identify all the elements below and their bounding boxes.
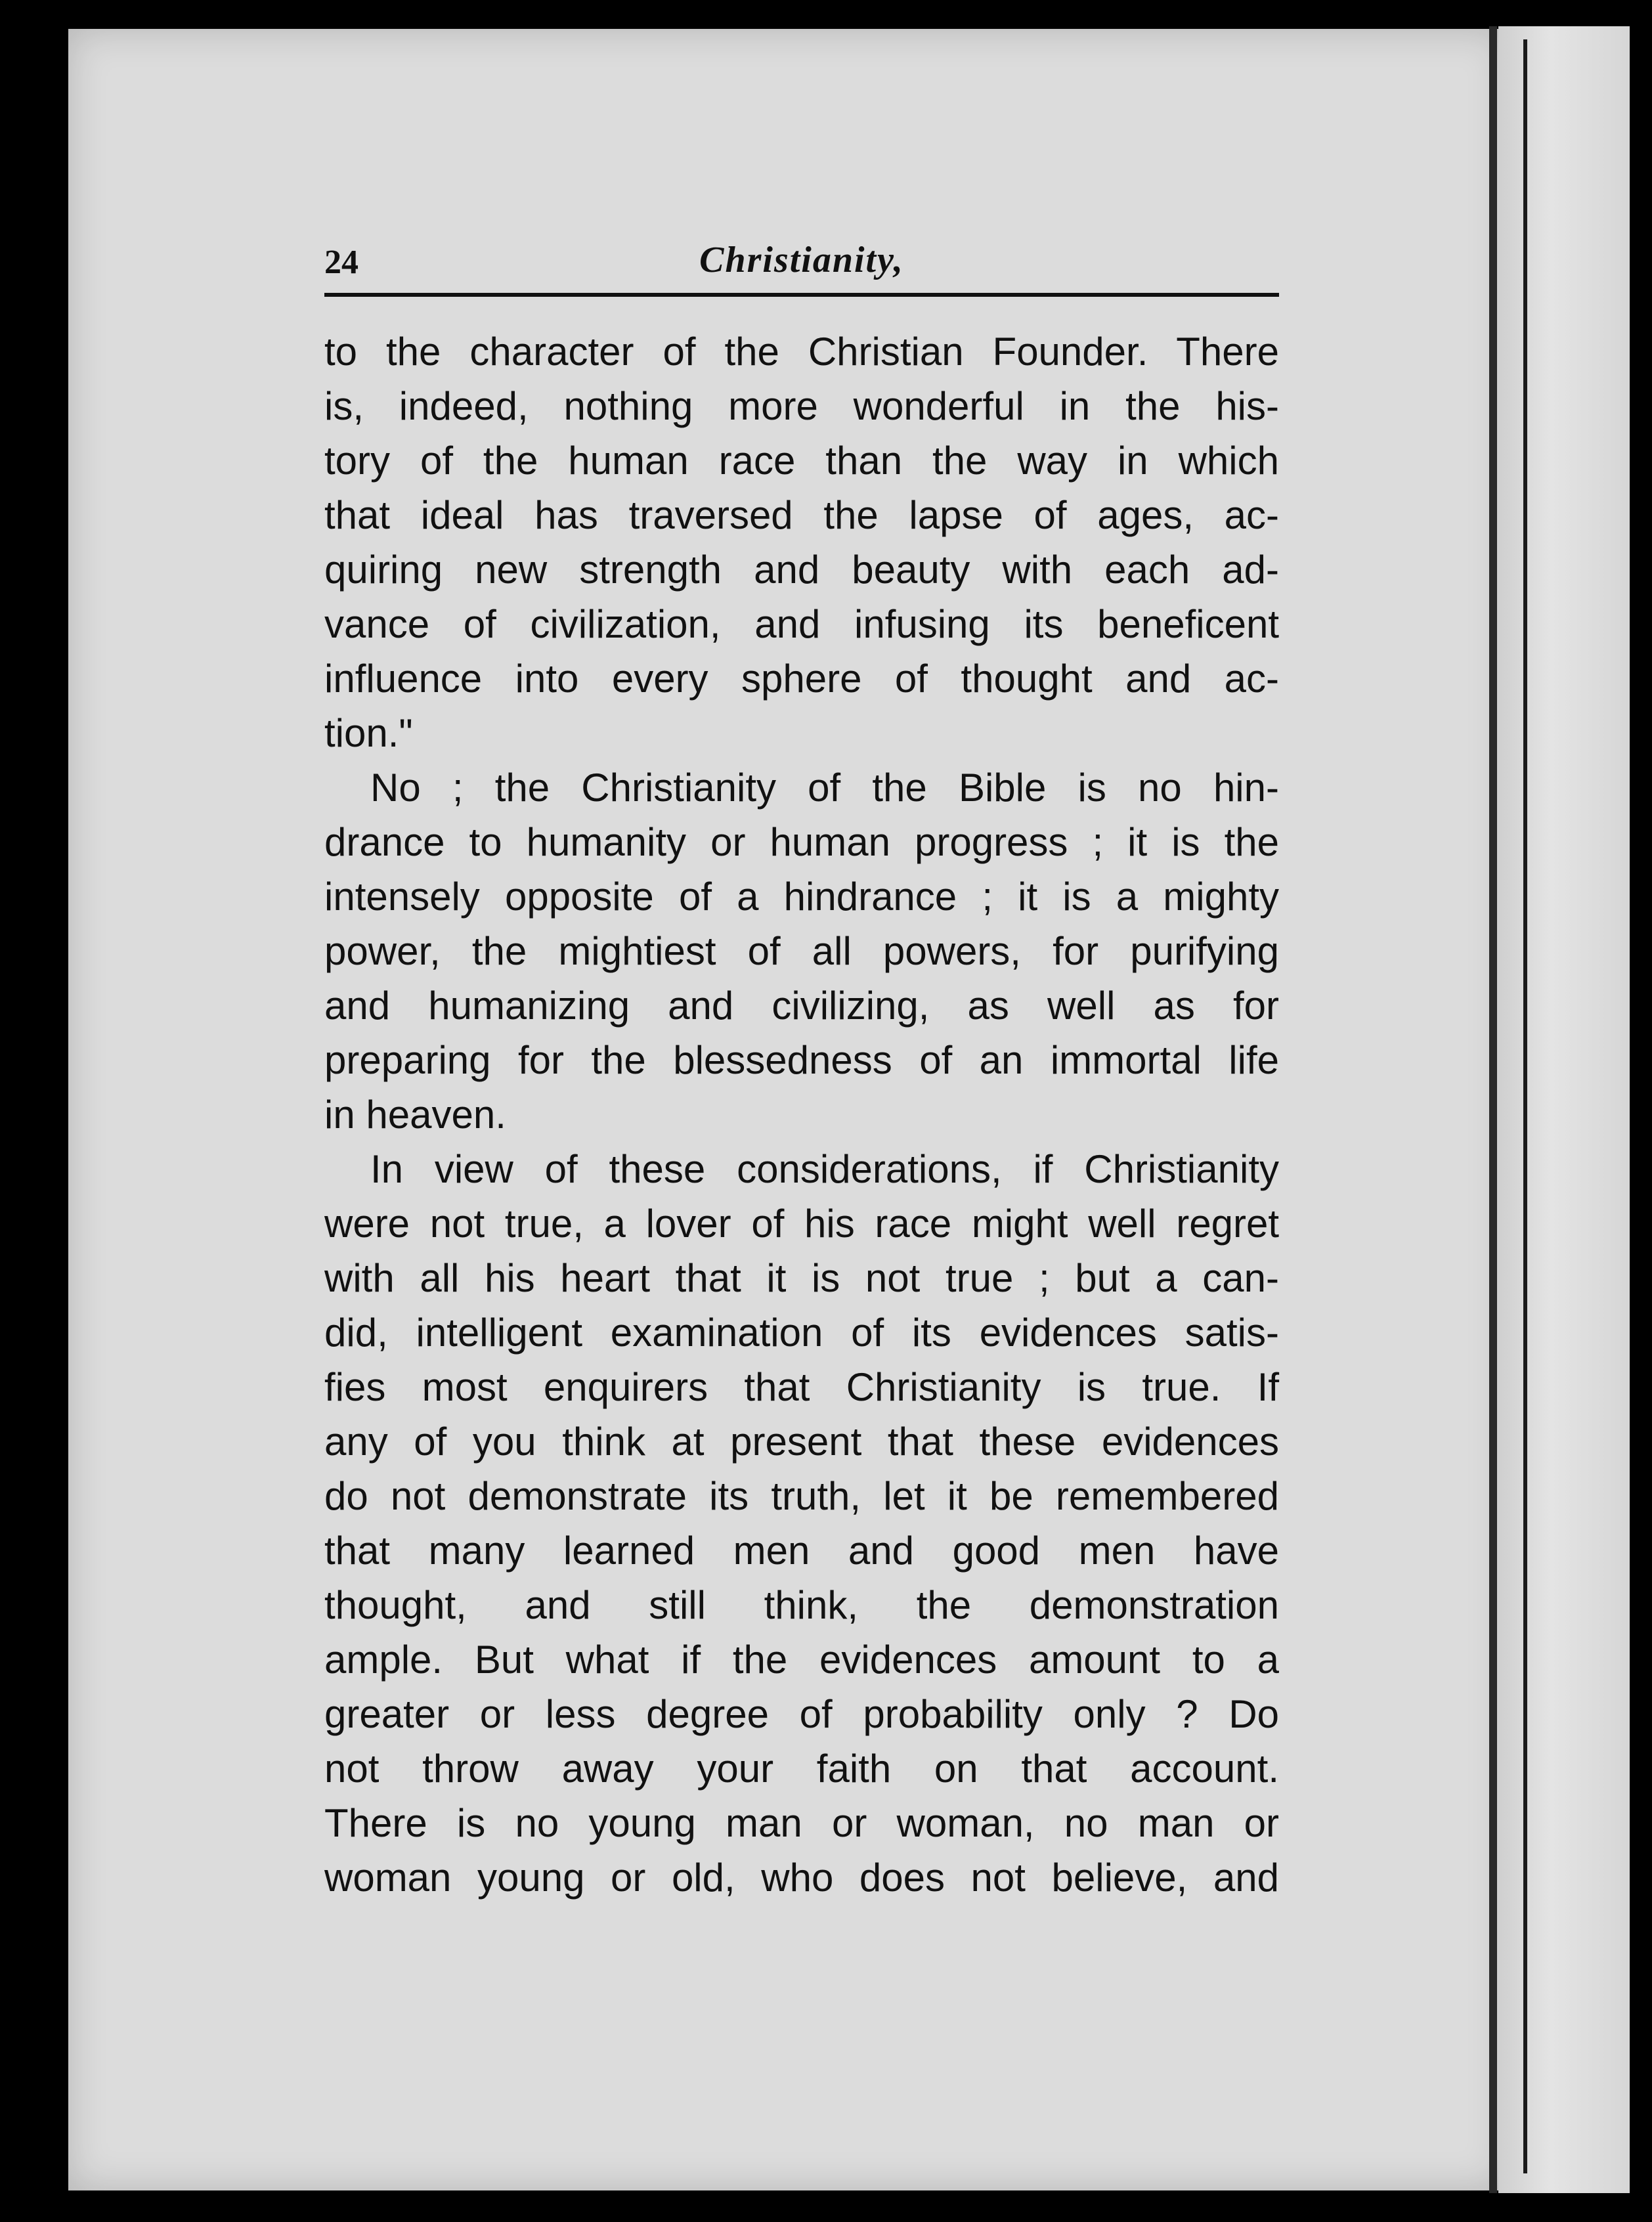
text-line: No ; the Christianity of the Bible is no hin- xyxy=(370,766,1279,810)
text-line: not throw away your faith on that account. xyxy=(324,1747,1279,1791)
text-line: to the character of the Christian Founder. There xyxy=(324,330,1279,374)
text-line: power, the mightiest of all powers, for purifying xyxy=(324,929,1279,973)
header-rule xyxy=(324,293,1279,297)
text-line: vance of civilization, and infusing its beneficent xyxy=(324,602,1279,646)
binding-shadow xyxy=(1523,39,1527,2173)
text-line: do not demonstrate its truth, let it be remembered xyxy=(324,1474,1279,1518)
text-line: in heaven. xyxy=(324,1093,506,1137)
text-line: is, indeed, nothing more wonderful in the his- xyxy=(324,384,1279,428)
text-line: There is no young man or woman, no man or xyxy=(324,1801,1279,1845)
text-line: tory of the human race than the way in which xyxy=(324,439,1279,483)
text-line: and humanizing and civilizing, as well as for xyxy=(324,984,1279,1028)
text-line: drance to humanity or human progress ; it is the xyxy=(324,820,1279,864)
page-edge xyxy=(1489,26,1497,2193)
text-line: In view of these considerations, if Christianity xyxy=(370,1147,1279,1191)
running-title: Christianity, xyxy=(699,240,904,280)
paragraph-2 xyxy=(324,760,1279,1142)
body-text xyxy=(324,324,1279,1905)
text-line: thought, and still think, the demonstration xyxy=(324,1583,1279,1627)
page-number: 24 xyxy=(324,244,359,281)
text-line: that many learned men and good men have xyxy=(324,1529,1279,1573)
text-line: influence into every sphere of thought and ac- xyxy=(324,657,1279,701)
text-line: intensely opposite of a hindrance ; it is a mighty xyxy=(324,875,1279,919)
text-line: woman young or old, who does not believe, and xyxy=(324,1856,1279,1900)
text-line: any of you think at present that these evidences xyxy=(324,1420,1279,1464)
text-line: did, intelligent examination of its evidences satis- xyxy=(324,1311,1279,1355)
paragraph-1 xyxy=(324,324,1279,760)
text-line: were not true, a lover of his race might well regret xyxy=(324,1202,1279,1246)
text-line: preparing for the blessedness of an immortal life xyxy=(324,1038,1279,1082)
text-line: quiring new strength and beauty with each ad- xyxy=(324,548,1279,592)
running-head xyxy=(324,236,1279,295)
text-line: greater or less degree of probability only ? Do xyxy=(324,1692,1279,1736)
paragraph-3 xyxy=(324,1142,1279,1905)
text-line: tion." xyxy=(324,711,413,755)
text-line: fies most enquirers that Christianity is true. If xyxy=(324,1365,1279,1409)
text-line: that ideal has traversed the lapse of ages, ac- xyxy=(324,493,1279,537)
facing-page-gutter xyxy=(1498,26,1630,2193)
text-line: with all his heart that it is not true ; but a can- xyxy=(324,1256,1279,1300)
text-line: ample. But what if the evidences amount to a xyxy=(324,1638,1279,1682)
